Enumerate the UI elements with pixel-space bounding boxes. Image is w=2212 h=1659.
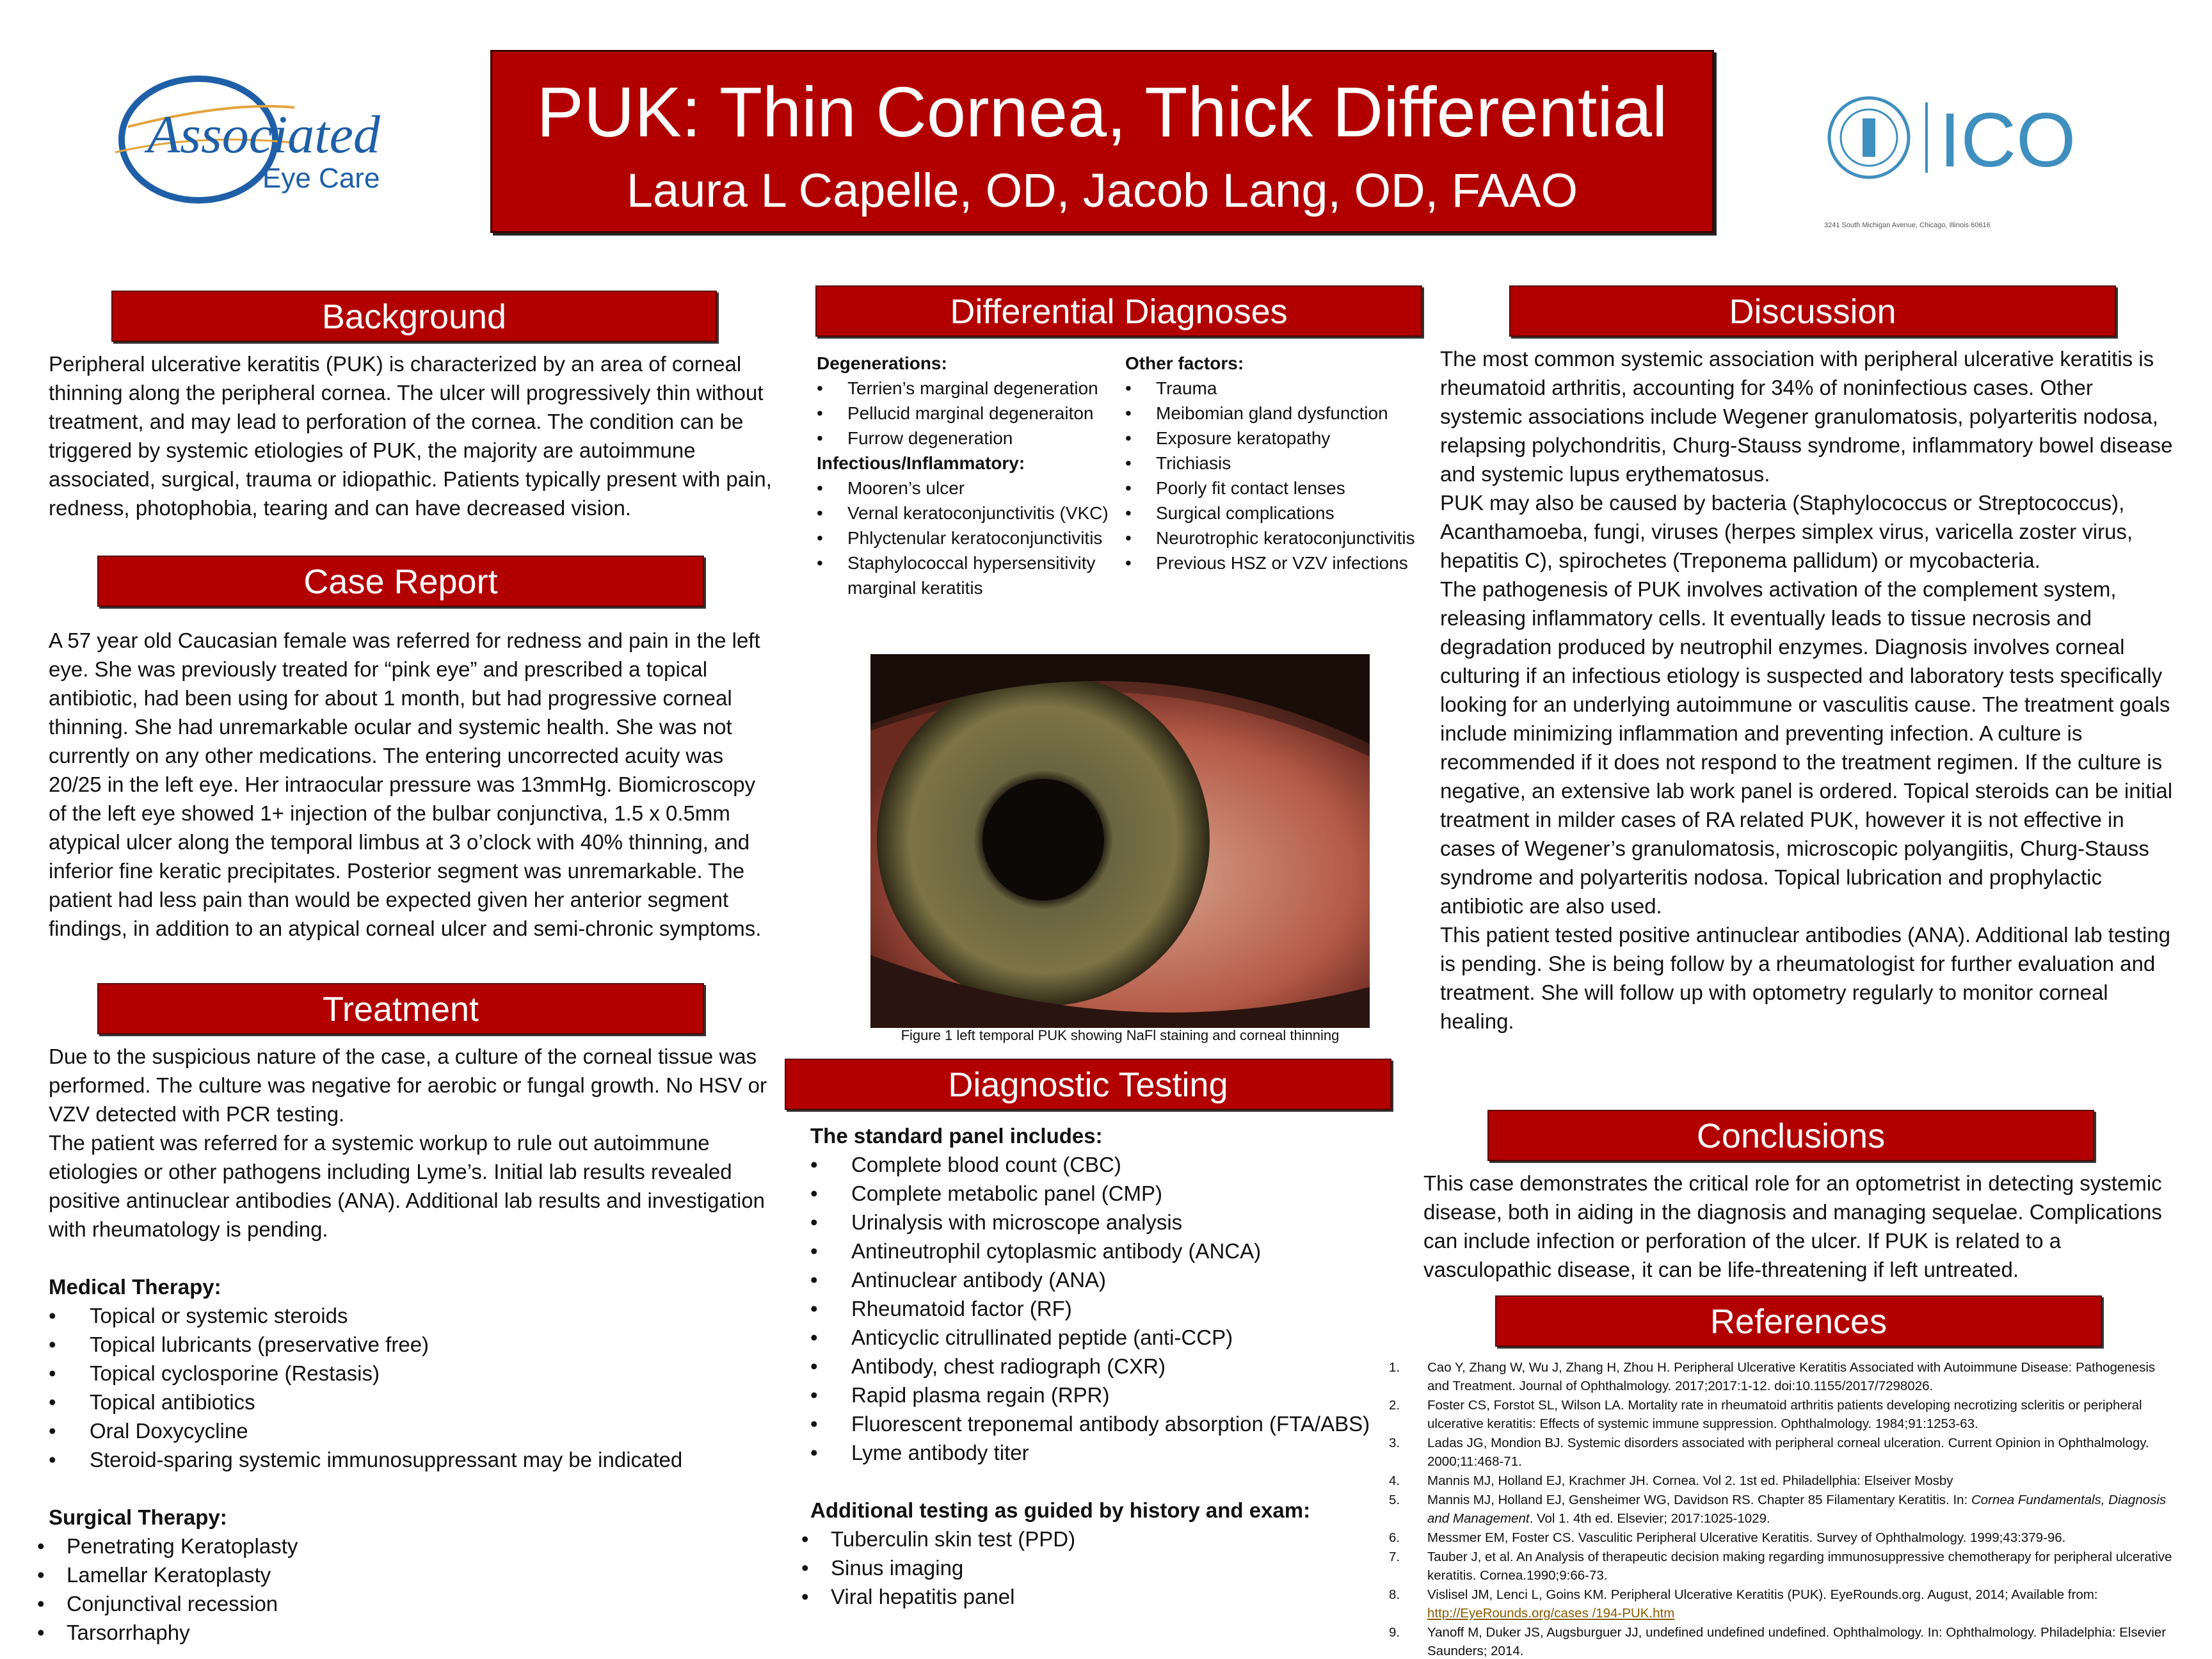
degenerations-heading: Degenerations:: [817, 353, 947, 373]
list-item: • Trauma: [1125, 376, 1432, 401]
differential-left-column: [817, 351, 1124, 600]
infectious-heading: Infectious/Inflammatory:: [817, 453, 1025, 473]
list-item: • Tarsorrhaphy: [37, 1618, 772, 1647]
figure-caption: Figure 1 left temporal PUK showing NaFl staining and corneal thinning: [901, 1027, 1340, 1043]
list-item: • Conjunctival recession: [37, 1589, 772, 1618]
list-item: • Surgical complications: [1125, 501, 1432, 525]
list-item: • Topical or systemic steroids: [49, 1301, 772, 1330]
differential-right-column: [1125, 351, 1432, 575]
list-item: • Antinuclear antibody (ANA): [810, 1265, 1380, 1294]
list-item: • Furrow degeneration: [817, 426, 1124, 451]
standard-panel-heading: The standard panel includes:: [810, 1124, 1103, 1148]
list-item: • Mooren’s ulcer: [817, 476, 1124, 501]
list-item: • Exposure keratopathy: [1125, 426, 1432, 451]
list-item: • Previous HSZ or VZV infections: [1125, 550, 1432, 575]
background-text: Peripheral ulcerative keratitis (PUK) is characterized by an area of corneal thinning along the peripheral cornea. The ulcer will progressively thin without treatment, and may lead to perforation of the cornea. The condition can be triggered by systemic etiologies of PUK, the majority are autoimmune associated, surgical, trauma or idiopathic. Patients typically present with pain, redness, photophobia, tearing and can have decreased vision.: [49, 352, 772, 520]
list-item: • Topical lubricants (preservative free): [49, 1330, 772, 1359]
logo-left-subname: Eye Care: [262, 163, 380, 194]
list-item: • Rapid plasma regain (RPR): [810, 1381, 1380, 1409]
standard-panel-list: [810, 1150, 1380, 1467]
list-item: • Oral Doxycycline: [49, 1416, 772, 1445]
list-item: • Lyme antibody titer: [810, 1438, 1380, 1467]
reference-item: 8. Vislisel JM, Lenci L, Goins KM. Peripheral Ulcerative Keratitis (PUK). EyeRounds.org. August, 2014; Available from: http://EyeRounds.org/cases /194-PUK.htm: [1389, 1587, 2098, 1621]
list-item: • Lamellar Keratoplasty: [37, 1560, 772, 1589]
list-item: • Viral hepatitis panel: [801, 1582, 1380, 1611]
list-item: • Vernal keratoconjunctivitis (VKC): [817, 501, 1124, 525]
title-banner: [490, 50, 1714, 233]
diagnostic-body: [810, 1121, 1380, 1611]
discussion-paragraph: This patient tested positive antinuclear antibodies (ANA). Additional lab testing is pending. She is being follow by a rheumatologist for further evaluation and treatment. She will follow up with optometry regularly to monitor corneal healing.: [1440, 923, 2170, 1033]
list-item: • Steroid-sparing systemic immunosuppressant may be indicated: [49, 1445, 772, 1474]
medical-therapy-heading: Medical Therapy:: [49, 1275, 221, 1299]
other-factors-heading: Other factors:: [1125, 353, 1244, 373]
discussion-paragraph: The pathogenesis of PUK involves activation of the complement system, releasing inflammatory cells. It eventually leads to tissue necrosis and degradation produced by neutrophil enzymes. Diagnosis involves corneal culturing if an infectious etiology is suspected and laboratory tests specifically looking for an underlying autoimmune or vasculitis cause. The treatment goals include minimizing inflammation and preventing infection. A culture is recommended if it does not respond to the treatment regimen. If the culture is negative, an extensive lab work panel is ordered. Topical steroids can be initial treatment in milder cases of RA related PUK, however it is not effective in cases of Wegener’s granulomatosis, microscopic polyangiitis, Churg-Stauss syndrome and polyarteritis nodosa. Topical lubrication and prophylactic antibiotic are also used.: [1440, 577, 2173, 918]
list-item: • Antibody, chest radiograph (CXR): [810, 1352, 1380, 1381]
discussion-paragraph: The most common systemic association with peripheral ulcerative keratitis is rheumatoid arthritis, accounting for 34% of noninfectious cases. Other systemic associations include Wegener granulomatosis, polyarteritis nodosa, relapsing polychondritis, Churg-Stauss syndrome, inflammatory bowel disease and systemic lupus erythematosus.: [1440, 347, 2173, 486]
eye-photo-figure: [870, 654, 1370, 1028]
reference-item: 4. Mannis MJ, Holland EJ, Krachmer JH. Cornea. Vol 2. 1st ed. Philadellphia: Elseiver Mosby: [1389, 1473, 1953, 1488]
case-report-text: A 57 year old Caucasian female was referred for redness and pain in the left eye. She was previously treated for “pink eye” and prescribed a topical antibiotic, had been using for about 1 month, but had progressive corneal thinning. She had unremarkable ocular and systemic health. She was not currently on any other medications. The entering uncorrected acuity was 20/25 in the left eye. Her intraocular pressure was 13mmHg. Biomicroscopy of the left eye showed 1+ injection of the bulbar conjunctiva, 1.5 x 0.5mm atypical ulcer along the temporal limbus at 3 o’clock with 40% thinning, and inferior fine keratic precipitates. Posterior segment was unremarkable. The patient had less pain than would be expected given her anterior segment findings, in addition to an atypical corneal ulcer and semi-chronic symptoms.: [49, 629, 762, 940]
additional-testing-heading: Additional testing as guided by history and exam:: [810, 1498, 1311, 1522]
references-header: References: [1495, 1295, 2102, 1347]
conclusions-text: This case demonstrates the critical role for an optometrist in detecting systemic disease, both in aiding in the diagnosis and managing sequelae. Complications can include infection or perforation of the ulcer. If PUK is related to a vasculopathic disease, it can be life-threatening if left untreated.: [1423, 1171, 2162, 1281]
list-item: • Poorly fit contact lenses: [1125, 476, 1432, 501]
medical-therapy-list: [49, 1301, 772, 1474]
logo-left-name: Associated: [147, 105, 380, 164]
diagnostic-header: Diagnostic Testing: [785, 1059, 1391, 1110]
treatment-body: [49, 1042, 772, 1647]
list-item: • Sinus imaging: [801, 1553, 1380, 1582]
eyerounds-link[interactable]: http://EyeRounds.org/cases /194-PUK.htm: [1427, 1606, 1675, 1621]
degenerations-list: [817, 376, 1124, 451]
infectious-list: [817, 476, 1124, 600]
list-item: • Pellucid marginal degeneraiton: [817, 401, 1124, 426]
list-item: • Tuberculin skin test (PPD): [801, 1525, 1380, 1553]
background-header: Background: [111, 291, 717, 342]
discussion-paragraph: PUK may also be caused by bacteria (Staphylococcus or Streptococcus), Acanthamoeba, fungi, viruses (herpes simplex virus, varicella zoster virus, hepatitis C), spirochetes (Treponema pallidum) or mycobacteria.: [1440, 491, 2133, 572]
conclusions-header: Conclusions: [1487, 1110, 2094, 1161]
list-item: • Trichiasis: [1125, 451, 1432, 476]
additional-testing-list: [801, 1525, 1380, 1611]
references-list: [1389, 1358, 2176, 1659]
reference-item: 9. Yanoff M, Duker JS, Augsburguer JJ, undefined undefined undefined. Ophthalmology. In: Ophthalmology. Philadelphia: Elsevier Saunders; 2014.: [1389, 1625, 2167, 1658]
list-item: • Staphylococcal hypersensitivity marginal keratitis: [817, 550, 1124, 600]
list-item: • Complete metabolic panel (CMP): [810, 1179, 1380, 1208]
list-item: • Penetrating Keratoplasty: [37, 1532, 772, 1560]
list-item: • Topical antibiotics: [49, 1388, 772, 1416]
reference-item: 3. Ladas JG, Mondion BJ. Systemic disorders associated with peripheral corneal ulceration. Current Opinion in Ophthalmology. 2000;11:468-71.: [1389, 1436, 2149, 1469]
associated-eye-care-logo: [102, 56, 422, 210]
list-item: • Phlyctenular keratoconjunctivitis: [817, 525, 1124, 550]
reference-item: 5. Mannis MJ, Holland EJ, Gensheimer WG, Davidson RS. Chapter 85 Filamentary Keratitis. In: Cornea Fundamentals, Diagnosis and Management. Vol 1. 4th ed. Elsevier; 2017:1025-1029.: [1389, 1493, 2167, 1526]
other-factors-list: [1125, 376, 1432, 575]
list-item: • Urinalysis with microscope analysis: [810, 1208, 1380, 1237]
treatment-paragraph: The patient was referred for a systemic workup to rule out autoimmune etiologies or other pathogens including Lyme’s. Initial lab results revealed positive antinuclear antibodies (ANA). Additional lab results and investigation with rheumatology is pending.: [49, 1131, 765, 1241]
poster-authors: Laura L Capelle, OD, Jacob Lang, OD, FAAO: [626, 164, 1578, 217]
poster-title: PUK: Thin Cornea, Thick Differential: [536, 73, 1668, 152]
list-item: • Neurotrophic keratoconjunctivitis: [1125, 525, 1432, 550]
surgical-therapy-list: [37, 1532, 772, 1647]
surgical-therapy-heading: Surgical Therapy:: [49, 1505, 227, 1529]
reference-item: 7. Tauber J, et al. An Analysis of therapeutic decision making regarding immunosuppressive chemotherapy for peripheral ulcerative keratitis. Cornea.1990;9:66-73.: [1389, 1550, 2172, 1583]
treatment-paragraph: Due to the suspicious nature of the case, a culture of the corneal tissue was performed. The culture was negative for aerobic or fungal growth. No HSV or VZV detected with PCR testing.: [49, 1045, 767, 1126]
case-report-header: Case Report: [97, 556, 704, 607]
reference-item: 2. Foster CS, Forstot SL, Wilson LA. Mortality rate in rheumatoid arthritis patients developing necrotizing scleritis or peripheral ulcerative keratitis: Effects of systemic immune suppression. Ophthalmology. 1984;91:1253-63.: [1389, 1398, 2142, 1431]
list-item: • Rheumatoid factor (RF): [810, 1294, 1380, 1323]
reference-item: 6. Messmer EM, Foster CS. Vasculitic Peripheral Ulcerative Keratitis. Survey of Ophthalmology. 1999;43:379-96.: [1389, 1530, 2066, 1545]
treatment-header: Treatment: [97, 983, 704, 1034]
reference-item: 1. Cao Y, Zhang W, Wu J, Zhang H, Zhou H. Peripheral Ulcerative Keratitis Associated with Autoimmune Disease: Pathogenesis and Treatment. Journal of Ophthalmology. 2017;2017:1-12. doi:10.1155/2017/7298026.: [1389, 1360, 2156, 1393]
list-item: • Meibomian gland dysfunction: [1125, 401, 1432, 426]
discussion-header: Discussion: [1509, 285, 2116, 337]
list-item: • Antineutrophil cytoplasmic antibody (ANCA): [810, 1237, 1380, 1265]
differential-header: Differential Diagnoses: [815, 285, 1422, 337]
ico-address: 3241 South Michigan Avenue, Chicago, Illinois 60616: [1824, 221, 1991, 229]
ico-logo: [1824, 96, 2093, 230]
list-item: • Complete blood count (CBC): [810, 1150, 1380, 1179]
list-item: • Fluorescent treponemal antibody absorption (FTA/ABS): [810, 1409, 1380, 1438]
list-item: • Terrien’s marginal degeneration: [817, 376, 1124, 401]
discussion-body: [1440, 344, 2176, 1036]
list-item: • Topical cyclosporine (Restasis): [49, 1359, 772, 1388]
list-item: • Anticyclic citrullinated peptide (anti-CCP): [810, 1323, 1380, 1352]
ico-logo-text: ICO: [1939, 97, 2076, 183]
